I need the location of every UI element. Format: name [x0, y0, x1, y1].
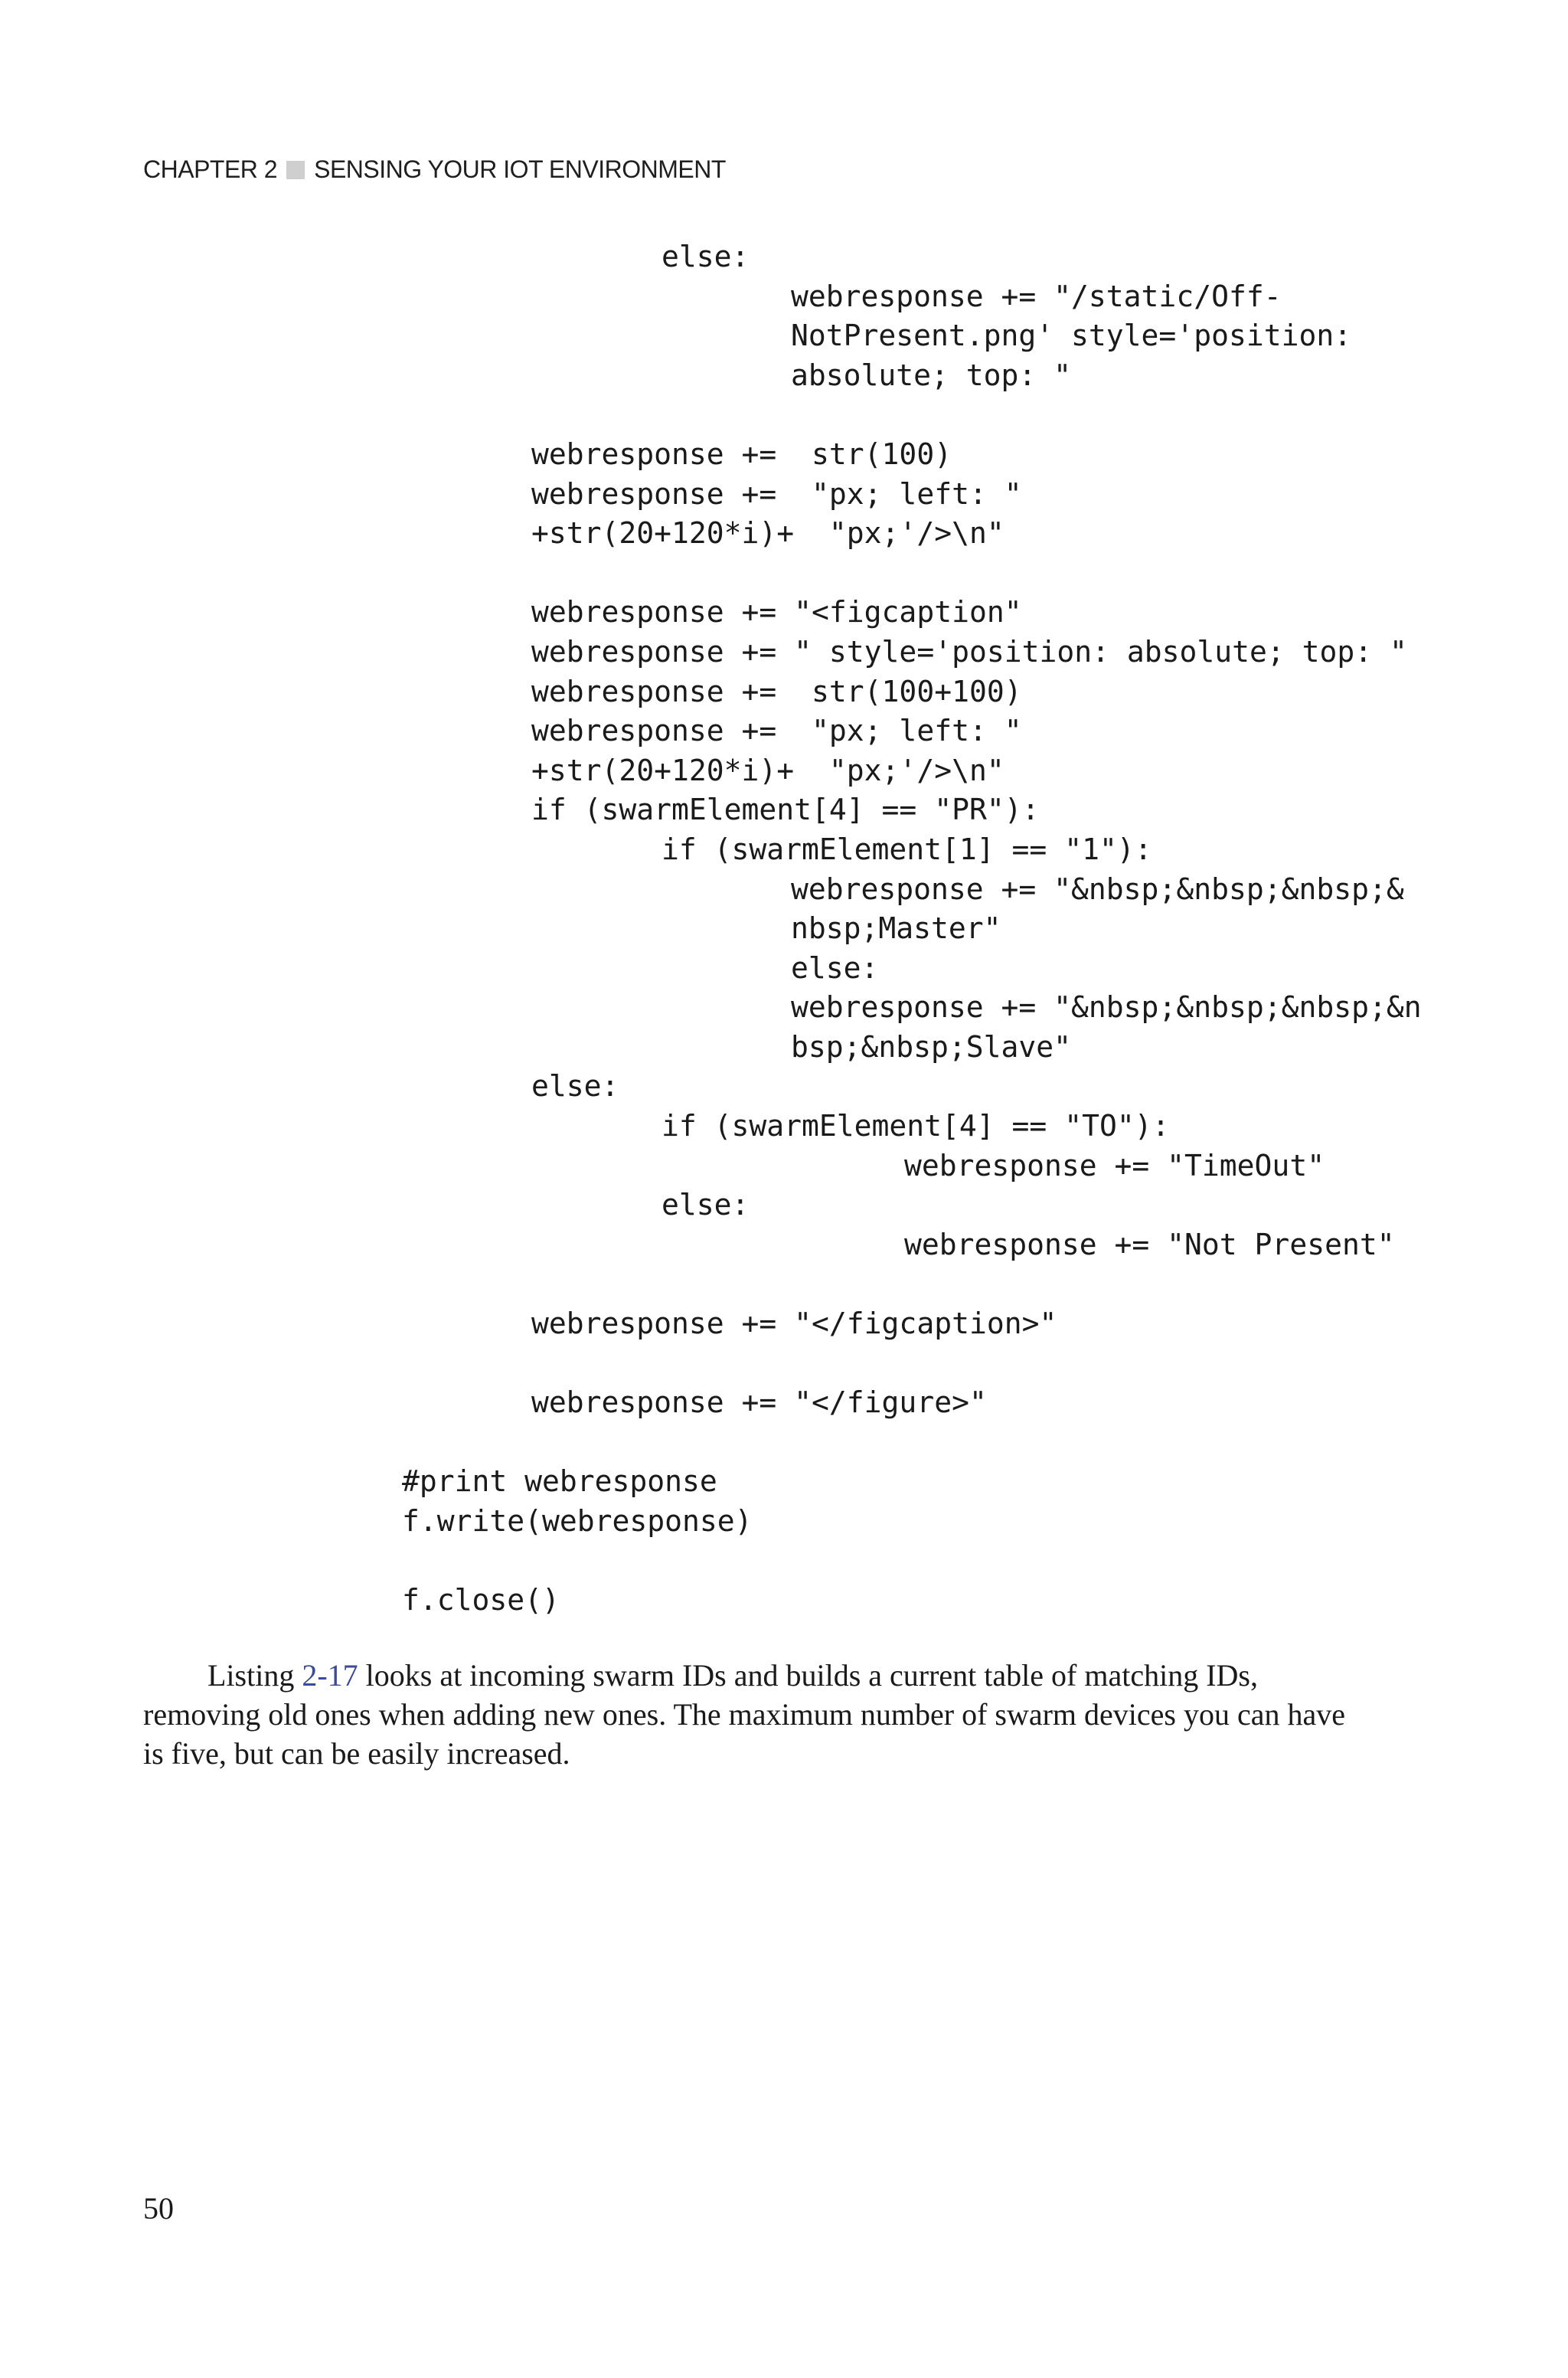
- body-paragraph: [143, 1656, 1368, 1773]
- code-line: +str(20+120*i)+ "px;'/>\n": [531, 516, 1004, 551]
- code-line: webresponse += "</figcaption>": [531, 1307, 1057, 1341]
- code-line: [0, 395, 1568, 435]
- code-line: webresponse += str(100+100): [531, 674, 1022, 708]
- code-line: bsp;&nbsp;Slave": [791, 1029, 1072, 1064]
- code-line: #print webresponse: [402, 1464, 717, 1499]
- code-line: [0, 1423, 1568, 1463]
- code-line: if (swarmElement[4] == "PR"):: [531, 793, 1040, 827]
- code-line: [0, 1344, 1568, 1384]
- code-line: [0, 554, 1568, 594]
- code-listing: [0, 237, 1568, 1621]
- code-line: f.close(): [402, 1583, 560, 1617]
- code-line: webresponse += "TimeOut": [904, 1148, 1325, 1182]
- code-line: webresponse += "<figcaption": [531, 595, 1022, 630]
- header-separator: [286, 161, 305, 179]
- code-line: webresponse += "</figure>": [531, 1385, 987, 1420]
- code-line: webresponse += "&nbsp;&nbsp;&nbsp;&n: [791, 990, 1422, 1025]
- code-line: webresponse += " style='position: absolute; top: ": [531, 634, 1407, 669]
- listing-link[interactable]: 2-17: [302, 1658, 358, 1693]
- chapter-title: SENSING YOUR IOT ENVIRONMENT: [314, 155, 726, 183]
- code-line: else:: [531, 1069, 619, 1104]
- code-line: webresponse += "px; left: ": [531, 476, 1022, 511]
- code-line: [0, 1264, 1568, 1304]
- code-line: absolute; top: ": [791, 358, 1072, 392]
- code-line: nbsp;Master": [791, 911, 1001, 946]
- page-number: 50: [143, 2191, 174, 2226]
- code-line: NotPresent.png' style='position:: [791, 319, 1352, 353]
- code-line: +str(20+120*i)+ "px;'/>\n": [531, 753, 1004, 787]
- code-line: webresponse += "&nbsp;&nbsp;&nbsp;&: [791, 872, 1404, 906]
- paragraph-text: looks at incoming swarm IDs and builds a current table of matching IDs, removing old ones when adding new ones. The maximum number of swarm devices you can have is five, but can be easily increased.: [143, 1658, 1345, 1771]
- code-line: webresponse += "/static/Off-: [791, 279, 1282, 313]
- code-line: else:: [791, 950, 879, 985]
- code-line: else:: [662, 1188, 750, 1222]
- code-line: f.write(webresponse): [402, 1504, 753, 1538]
- paragraph-lead: Listing: [207, 1658, 302, 1693]
- code-line: else:: [662, 240, 750, 273]
- code-line: webresponse += "Not Present": [904, 1227, 1395, 1261]
- code-line: webresponse += "px; left: ": [531, 714, 1022, 748]
- code-line: webresponse += str(100): [531, 437, 952, 471]
- chapter-label: CHAPTER 2: [143, 155, 278, 183]
- running-head: [143, 155, 726, 184]
- code-line: if (swarmElement[4] == "TO"):: [662, 1109, 1170, 1143]
- code-line: [0, 1542, 1568, 1582]
- code-line: if (swarmElement[1] == "1"):: [662, 832, 1152, 866]
